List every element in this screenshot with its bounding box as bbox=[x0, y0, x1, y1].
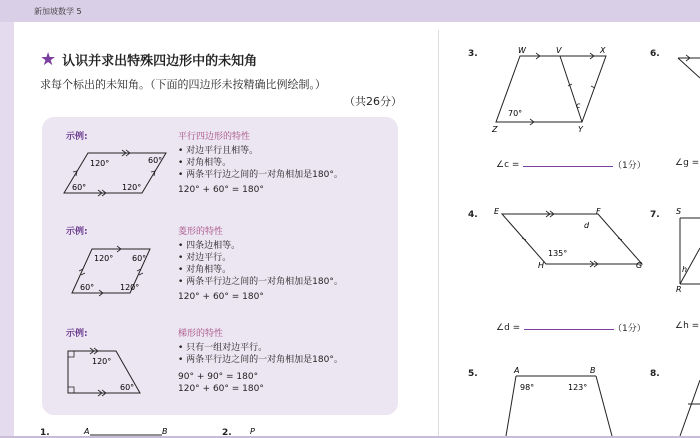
answer-line-q4[interactable] bbox=[496, 321, 618, 333]
q5-figure bbox=[500, 364, 620, 436]
equation: 90° + 90° = 180° bbox=[178, 372, 259, 382]
angle-label: 135° bbox=[548, 249, 568, 258]
vertex-label: A bbox=[84, 427, 90, 436]
angle-label: 120° bbox=[92, 357, 112, 366]
q2-figure bbox=[246, 426, 266, 436]
vertex-label: B bbox=[590, 366, 596, 375]
vertex-label: W bbox=[518, 46, 526, 55]
answer-prefix: ∠c = bbox=[496, 160, 520, 170]
equation: 120° + 60° = 180° bbox=[178, 292, 264, 302]
unknown-angle-label: d bbox=[584, 221, 590, 230]
property-bullet: • 两条平行边之间的一对角相加是180°。 bbox=[178, 355, 343, 365]
marks-label: （1分） bbox=[613, 324, 646, 334]
example-label: 示例: bbox=[66, 227, 88, 237]
angle-label: 120° bbox=[94, 254, 114, 263]
property-bullet: • 对角相等。 bbox=[178, 158, 232, 168]
angle-label: 60° bbox=[132, 254, 147, 263]
section-title: 认识并求出特殊四边形中的未知角 bbox=[62, 54, 258, 69]
property-bullet: • 对角相等。 bbox=[178, 265, 232, 275]
answer-blank[interactable] bbox=[524, 321, 614, 330]
vertex-label: H bbox=[538, 261, 545, 270]
question-number: 1. bbox=[40, 428, 50, 438]
angle-label: 60° bbox=[120, 383, 135, 392]
vertex-label: S bbox=[676, 207, 682, 216]
vertex-label: R bbox=[676, 285, 682, 294]
parallelogram-figure bbox=[62, 145, 172, 201]
answer-prefix: ∠h = bbox=[675, 321, 700, 331]
q8-figure bbox=[670, 364, 700, 436]
property-bullet: • 对边平行且相等。 bbox=[178, 146, 259, 156]
q1-figure bbox=[80, 426, 180, 436]
examples-panel bbox=[42, 117, 398, 415]
left-margin-strip bbox=[0, 22, 14, 436]
header-text: 新加坡数学 5 bbox=[34, 7, 82, 16]
question-number: 2. bbox=[222, 428, 232, 438]
equation: 120° + 60° = 180° bbox=[178, 185, 264, 195]
answer-line-q3[interactable] bbox=[496, 158, 617, 170]
star-icon: ★ bbox=[40, 48, 57, 70]
equation: 120° + 60° = 180° bbox=[178, 384, 264, 394]
q4-figure bbox=[490, 204, 660, 272]
q7-figure bbox=[670, 204, 700, 294]
section-title-row bbox=[40, 50, 257, 69]
rhombus-figure bbox=[62, 243, 172, 299]
unknown-angle-label: h bbox=[682, 265, 688, 274]
marks-label: （1分） bbox=[613, 161, 646, 171]
property-title: 菱形的特性 bbox=[178, 227, 224, 237]
example-label: 示例: bbox=[66, 329, 88, 339]
q6-figure bbox=[670, 44, 700, 84]
property-bullet: • 对边平行。 bbox=[178, 253, 232, 263]
example-label: 示例: bbox=[66, 132, 88, 142]
vertex-label: G bbox=[636, 261, 643, 270]
question-number: 5. bbox=[468, 369, 478, 379]
angle-label: 60° bbox=[148, 156, 163, 165]
answer-blank[interactable] bbox=[523, 158, 613, 167]
instruction-text: 求每个标出的未知角。（下面的四边形未按精确比例绘制。） bbox=[40, 78, 326, 91]
answer-line-q7[interactable] bbox=[675, 321, 699, 331]
question-number: 7. bbox=[650, 210, 660, 220]
vertex-label: F bbox=[596, 207, 601, 216]
vertex-label: E bbox=[494, 207, 500, 216]
vertex-label: P bbox=[250, 427, 255, 436]
answer-line-q6[interactable] bbox=[675, 158, 699, 168]
total-marks: （共26分） bbox=[344, 95, 402, 108]
question-number: 4. bbox=[468, 210, 478, 220]
angle-label: 98° bbox=[520, 383, 535, 392]
property-bullet: • 两条平行边之间的一对角相加是180°。 bbox=[178, 277, 343, 287]
angle-label: 123° bbox=[568, 383, 588, 392]
vertex-label: A bbox=[514, 366, 520, 375]
property-title: 平行四边形的特性 bbox=[178, 132, 251, 142]
angle-label: 60° bbox=[72, 183, 87, 192]
property-title: 梯形的特性 bbox=[178, 329, 224, 339]
q3-figure bbox=[490, 44, 620, 136]
angle-label: 70° bbox=[508, 109, 523, 118]
vertex-label: Z bbox=[492, 125, 498, 134]
property-bullet: • 两条平行边之间的一对角相加是180°。 bbox=[178, 170, 343, 180]
angle-label: 120° bbox=[90, 159, 110, 168]
property-bullet: • 只有一组对边平行。 bbox=[178, 343, 268, 353]
vertex-label: V bbox=[556, 46, 562, 55]
unknown-angle-label: c bbox=[576, 101, 581, 110]
vertex-label: B bbox=[162, 427, 168, 436]
angle-label: 120° bbox=[120, 283, 140, 292]
property-bullet: • 四条边相等。 bbox=[178, 241, 241, 251]
angle-label: 120° bbox=[122, 183, 142, 192]
trapezium-figure bbox=[62, 345, 172, 401]
vertex-label: X bbox=[600, 46, 606, 55]
answer-prefix: ∠g = bbox=[675, 158, 700, 168]
header-bar bbox=[0, 0, 700, 22]
column-divider bbox=[438, 30, 439, 436]
question-number: 6. bbox=[650, 49, 660, 59]
answer-prefix: ∠d = bbox=[496, 323, 521, 333]
question-number: 3. bbox=[468, 49, 478, 59]
angle-label: 60° bbox=[80, 283, 95, 292]
question-number: 8. bbox=[650, 369, 660, 379]
vertex-label: Y bbox=[578, 125, 583, 134]
